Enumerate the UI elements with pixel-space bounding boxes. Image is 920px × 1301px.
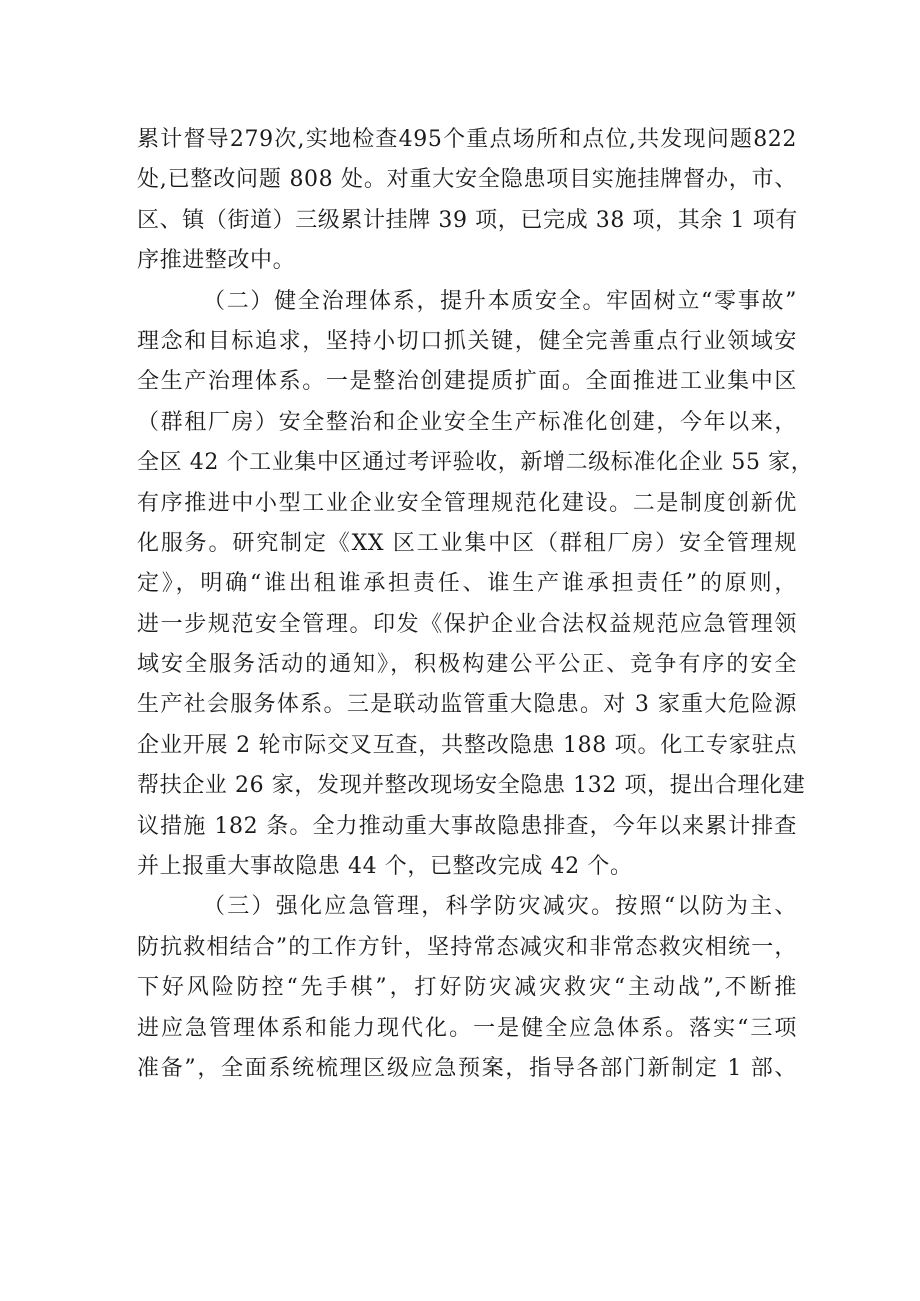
text-line: 全生产治理体系。一是整治创建提质扩面。全面推进工业集中区 [137, 369, 797, 395]
paragraph [137, 120, 797, 282]
text-line: （二）健全治理体系，提升本质安全。牢固树立“零事故” [203, 288, 797, 314]
text-line: 处,已整改问题 808 处。对重大安全隐患项目实施挂牌督办，市、 [137, 167, 797, 193]
text-line: 域安全服务活动的通知》，积极构建公平公正、竞争有序的安全 [137, 652, 797, 678]
text-line: 有序推进中小型工业企业安全管理规范化建设。二是制度创新优 [137, 490, 797, 516]
text-line: 企业开展 2 轮市际交叉互查，共整改隐患 188 项。化工专家驻点 [137, 732, 797, 758]
text-line: 并上报重大事故隐患 44 个，已整改完成 42 个。 [137, 854, 633, 880]
text-line: 进应急管理体系和能力现代化。一是健全应急体系。落实“三项 [137, 1015, 797, 1041]
text-line: （三）强化应急管理，科学防灾减灾。按照“以防为主、 [203, 894, 797, 920]
text-line: 全区 42 个工业集中区通过考评验收，新增二级标准化企业 55 家， [137, 450, 814, 476]
text-line: 议措施 182 条。全力推动重大事故隐患排查，今年以来累计排查 [137, 813, 797, 839]
text-line: 累计督导279次,实地检查495个重点场所和点位,共发现问题822 [137, 127, 797, 152]
text-line: 理念和目标追求，坚持小切口抓关键，健全完善重点行业领域安 [137, 328, 797, 354]
text-line: 化服务。研究制定《XX 区工业集中区（群租厂房）安全管理规 [137, 530, 797, 556]
text-line: 区、镇（街道）三级累计挂牌 39 项，已完成 38 项，其余 1 项有 [137, 207, 798, 233]
text-line: 准备”，全面系统梳理区级应急预案，指导各部门新制定 1 部、 [137, 1055, 797, 1081]
text-line: 下好风险防控“先手棋”，打好防灾减灾救灾“主动战”,不断推 [137, 975, 797, 1001]
text-line: （群租厂房）安全整治和企业安全生产标准化创建，今年以来， [137, 409, 797, 435]
paragraph [137, 887, 797, 1089]
text-line: 序推进整改中。 [137, 248, 296, 274]
text-line: 帮扶企业 26 家，发现并整改现场安全隐患 132 项，提出合理化建 [137, 773, 806, 799]
document-body [137, 120, 814, 1089]
text-line: 生产社会服务体系。三是联动监管重大隐患。对 3 家重大危险源 [137, 692, 797, 718]
text-line: 防抗救相结合”的工作方针，坚持常态减灾和非常态救灾相统一， [137, 934, 797, 960]
text-line: 进一步规范安全管理。印发《保护企业合法权益规范应急管理领 [137, 611, 797, 637]
text-line: 定》，明确“谁出租谁承担责任、谁生产谁承担责任”的原则， [137, 571, 797, 597]
paragraph [137, 282, 814, 888]
